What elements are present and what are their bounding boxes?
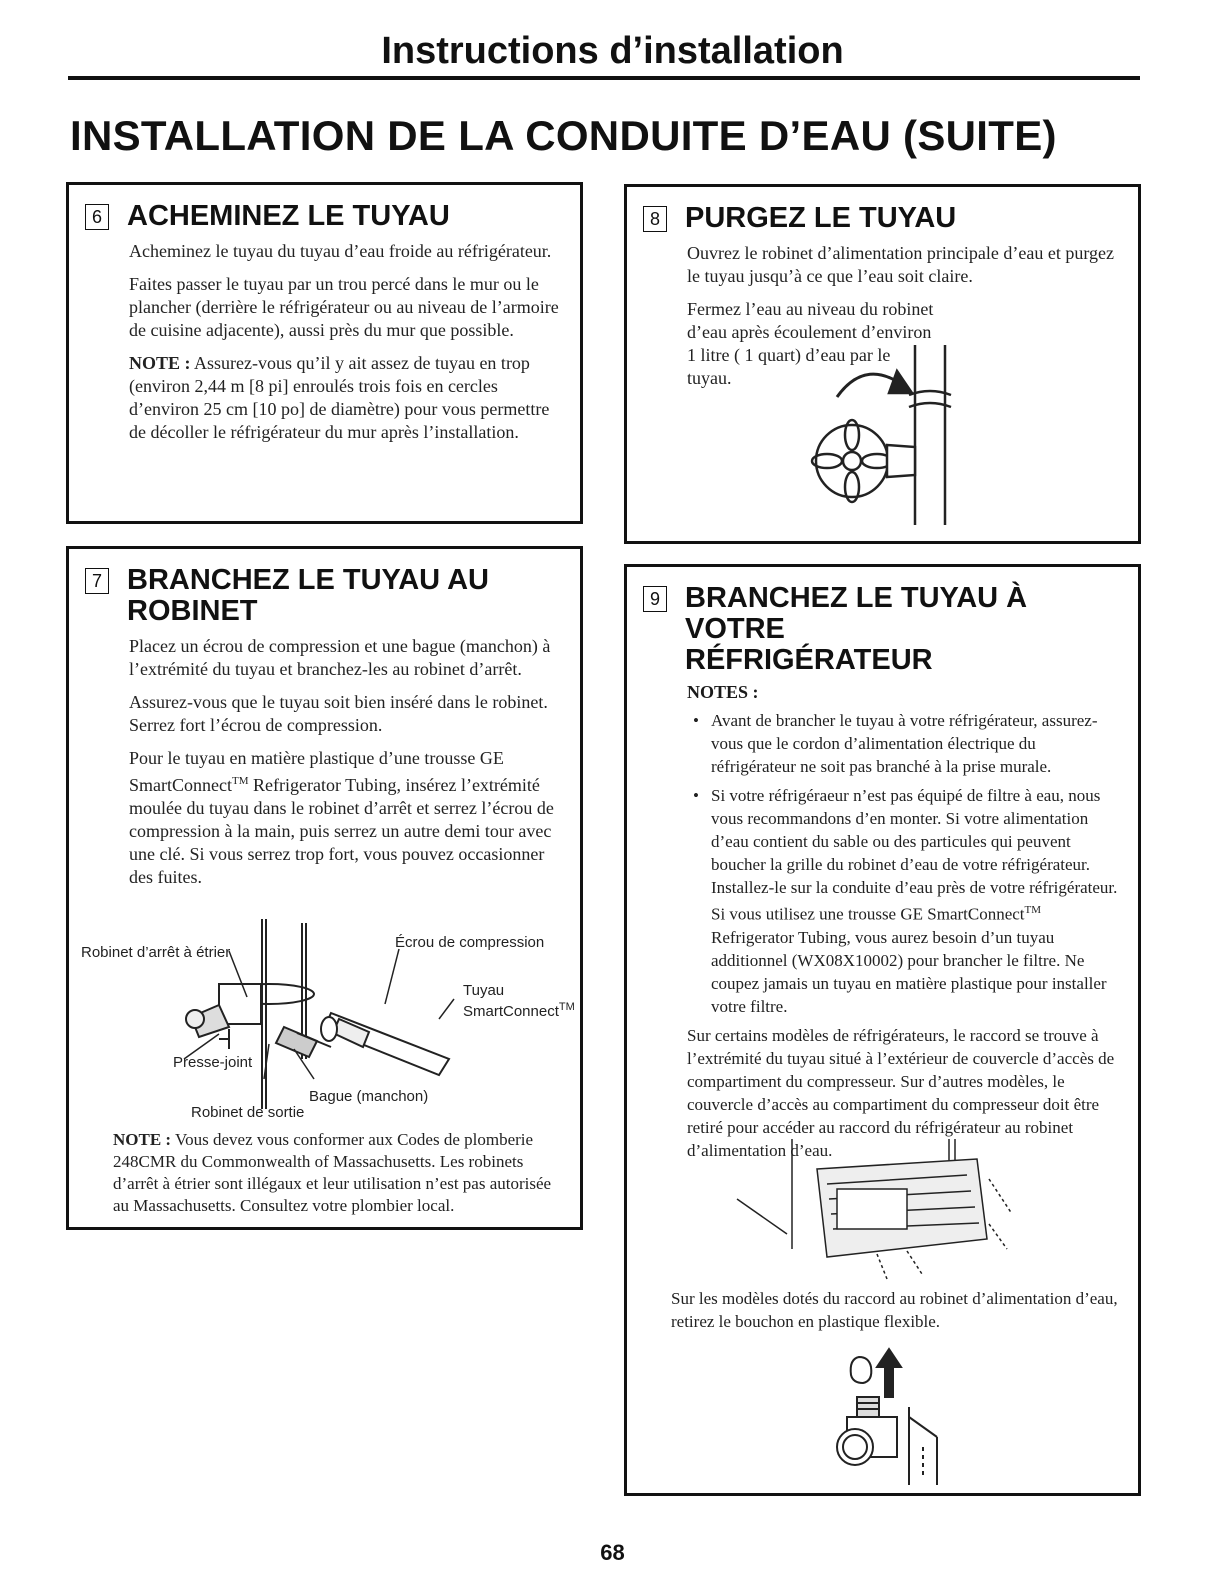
step-6-number: 6 (85, 204, 109, 230)
step-9-paragraph-2: Sur les modèles dotés du raccord au robinet d’alimentation d’eau, retirez le bouchon en plastique flexible. (671, 1289, 1118, 1331)
note-item-2-tm: TM (1024, 904, 1042, 916)
step-8-box (624, 184, 1141, 544)
step-7-note (113, 1129, 562, 1217)
step-8-title: PURGEZ LE TUYAU (685, 202, 957, 234)
step-9-paragraph-1: Sur certains modèles de réfrigérateurs, le raccord se trouve à l’extrémité du tuyau situé à l’extérieur de couvercle d’accès de compartiment du compresseur. Sur d’autres modèles, le couvercle d’accès au compartiment du compresseur doit être retiré pour accéder au raccord du réfrigérateur au robinet d’alimentation d’eau. (687, 1025, 1115, 1160)
page-number: 68 (600, 1540, 625, 1565)
step-8-paragraph-2: Fermez l’eau au niveau du robinet d’eau après écoulement d’environ 1 litre ( 1 quart) d’eau par le tuyau. (687, 299, 934, 388)
compressor-cover-illustration (727, 1139, 1027, 1289)
label-outlet-valve: Robinet de sortie (191, 1104, 305, 1121)
step-9-number: 9 (643, 586, 667, 612)
step-9-heading (643, 583, 1118, 676)
step-7-paragraph-3b: Refrigerator Tubing, insérez l’extrémité moulée du tuyau dans le robinet d’arrêt et serrez l’écrou de compression à la main, puis serrez un autre demi tour avec une clé. Si vous serrez trop fort, vous pouvez occasionner des fuites. (129, 775, 554, 887)
step-8-number: 8 (643, 206, 667, 232)
notes-heading: NOTES : (687, 682, 759, 702)
step-6-note (129, 352, 560, 444)
valve-handle-illustration (797, 335, 967, 525)
step-9-box (624, 564, 1141, 1496)
label-tubing-tm: TM (558, 1001, 575, 1013)
step-6-note-label: NOTE : (129, 353, 191, 373)
plastic-cap-illustration (827, 1347, 967, 1487)
label-compression-nut: Écrou de compression (395, 934, 545, 951)
step-7-number: 7 (85, 568, 109, 594)
label-clamp-valve: Robinet d’arrêt à étrier (81, 944, 231, 961)
step-7-paragraph-3 (129, 747, 560, 889)
step-6-note-text: Assurez-vous qu’il y ait assez de tuyau en trop (environ 2,44 m [8 pi] enroulés trois fois en cercles d’environ 25 cm [10 po] de diamètre) pour vous permettre de décoller le réfrigérateur du mur après l’installation. (129, 353, 550, 442)
label-packing-nut: Presse-joint (173, 1054, 253, 1071)
label-tubing-line-2: SmartConnect (463, 1003, 559, 1020)
step-7-box (66, 546, 583, 1230)
step-7-paragraph-2: Assurez-vous que le tuyau soit bien inséré dans le robinet. Serrez fort l’écrou de compression. (129, 692, 548, 735)
notes-list (687, 709, 1118, 1018)
step-7-title-line-1: BRANCHEZ LE TUYAU AU (127, 564, 489, 596)
step-9-title-line-2: RÉFRIGÉRATEUR (685, 644, 933, 676)
step-8-paragraph-1: Ouvrez le robinet d’alimentation principale d’eau et purgez le tuyau jusqu’à ce que l’eau soit claire. (687, 243, 1114, 286)
note-item-2a: Si votre réfrigéraeur n’est pas équipé de filtre à eau, nous vous recommandons d’en monter. Si votre alimentation d’eau contient du sable ou des particules qui peuvent boucher la grille du robinet d’eau de votre réfrigérateur. Installez-le sur la conduite d’eau près de votre réfrigérateur. Si vous utilisez une trousse GE SmartConnect (711, 786, 1118, 924)
step-7-paragraph-3a: Pour le tuyau en matière plastique d’une trousse GE SmartConnect (129, 748, 504, 795)
note-item-2b: Refrigerator Tubing, vous aurez besoin d’un tuyau additionnel (WX08X10002) pour brancher le filtre. Ne coupez jamais un tuyau en matière plastique pour installer votre filtre. (711, 927, 1107, 1016)
step-6-title: ACHEMINEZ LE TUYAU (127, 200, 450, 232)
step-6-box (66, 182, 583, 524)
step-6-heading (85, 201, 560, 232)
label-ferrule: Bague (manchon) (309, 1088, 429, 1105)
step-6-paragraph-1: Acheminez le tuyau du tuyau d’eau froide au réfrigérateur. (129, 241, 552, 261)
step-7-note-label: NOTE : (113, 1130, 172, 1149)
page-header-title: Instructions d’installation (381, 30, 844, 72)
step-7-paragraph-1: Placez un écrou de compression et une bague (manchon) à l’extrémité du tuyau et branchez-les au robinet d’arrêt. (129, 636, 551, 679)
step-7-title-line-2: ROBINET (127, 595, 258, 627)
label-tubing (463, 983, 575, 1020)
header-rule (68, 76, 1140, 80)
note-item-1: • Avant de brancher le tuyau à votre réfrigérateur, assurez-vous que le cordon d’alimentation électrique du réfrigérateur ne soit pas branché à la prise murale. (687, 709, 1118, 778)
step-6-paragraph-2: Faites passer le tuyau par un trou percé dans le mur ou le plancher (derrière le réfrigérateur ou au niveau de l’armoire de cuisine adjacente), aussi près du mur que possible. (129, 274, 559, 340)
step-7-heading (85, 565, 560, 627)
trademark: TM (231, 775, 249, 787)
label-tubing-line-1: Tuyau (463, 982, 505, 999)
note-item-2 (687, 784, 1118, 1018)
section-title: INSTALLATION DE LA CONDUITE D’EAU (SUITE) (70, 112, 1057, 159)
step-7-note-text: Vous devez vous conformer aux Codes de plomberie 248CMR du Commonwealth of Massachusetts. Les robinets d’arrêt à étrier sont illégaux et leur utilisation n’est pas autorisée au Massachusetts. Consultez votre plombier local. (113, 1130, 552, 1215)
step-9-title-line-1: BRANCHEZ LE TUYAU À VOTRE (685, 582, 1028, 645)
step-8-heading (643, 203, 1118, 234)
shutoff-valve-diagram (69, 909, 580, 1129)
